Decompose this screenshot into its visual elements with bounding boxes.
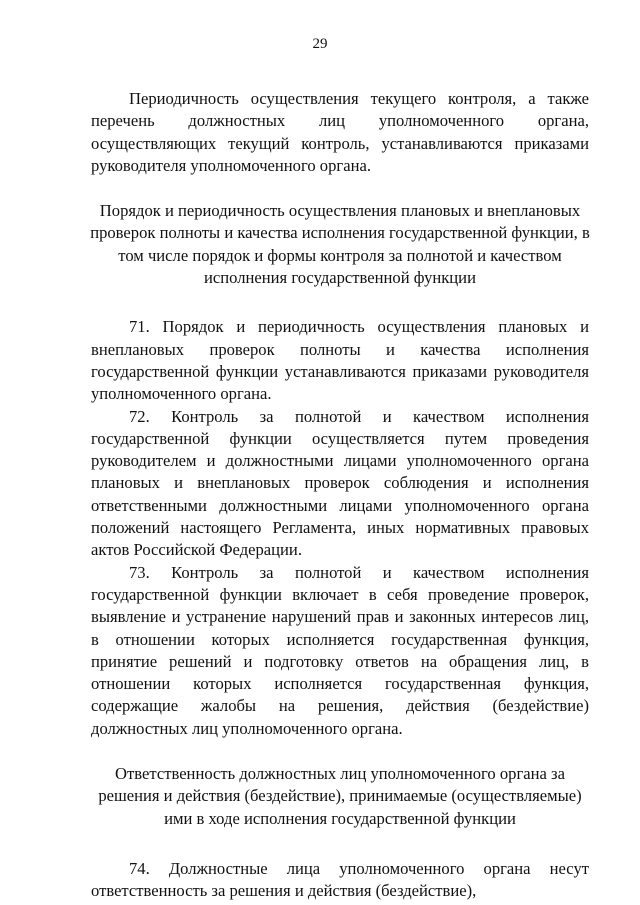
section-heading-control: Порядок и периодичность осуществления плановых и внеплановых проверок полноты и качества исполнения государственной функции, в том числе порядок и формы контроля за полнотой и качеством исполнения государственной функции xyxy=(90,201,590,288)
section-heading-responsibility: Ответственность должностных лиц уполномоченного органа за решения и действия (бездействие), принимаемые (осуществляемые) ими в ходе исполнения государственной функции xyxy=(98,764,582,828)
paragraph-intro: Периодичность осуществления текущего контроля, а также перечень должностных лиц уполномоченного органа, осуществляющих текущий контроль, устанавливаются приказами руководителя уполномоченного органа. xyxy=(91,89,589,175)
document-body xyxy=(91,88,589,903)
page-number: 29 xyxy=(312,36,328,52)
paragraph-73: 73. Контроль за полнотой и качеством исполнения государственной функции включает в себя проведение проверок, выявление и устранение нарушений прав и законных интересов лиц, в отношении которых исполняется государственная функция, принятие решений и подготовку ответов на обращения лиц, в отношении которых исполняется государственная функция, содержащие жалобы на решения, действия (бездействие) должностных лиц уполномоченного органа. xyxy=(91,562,589,738)
paragraph-72: 72. Контроль за полнотой и качеством исполнения государственной функции осуществляется путем проведения руководителем и должностными лицами уполномоченного органа плановых и внеплановых проверок соблюдения и исполнения ответственными должностными лицами уполномоченного органа положений настоящего Регламента, иных нормативных правовых актов Российской Федерации. xyxy=(91,406,589,560)
paragraph-71: 71. Порядок и периодичность осуществления плановых и внеплановых проверок полноты и качества исполнения государственной функции устанавливаются приказами руководителя уполномоченного органа. xyxy=(91,317,589,404)
paragraph-74: 74. Должностные лица уполномоченного органа несут ответственность за решения и действия (бездействие), xyxy=(91,858,589,901)
